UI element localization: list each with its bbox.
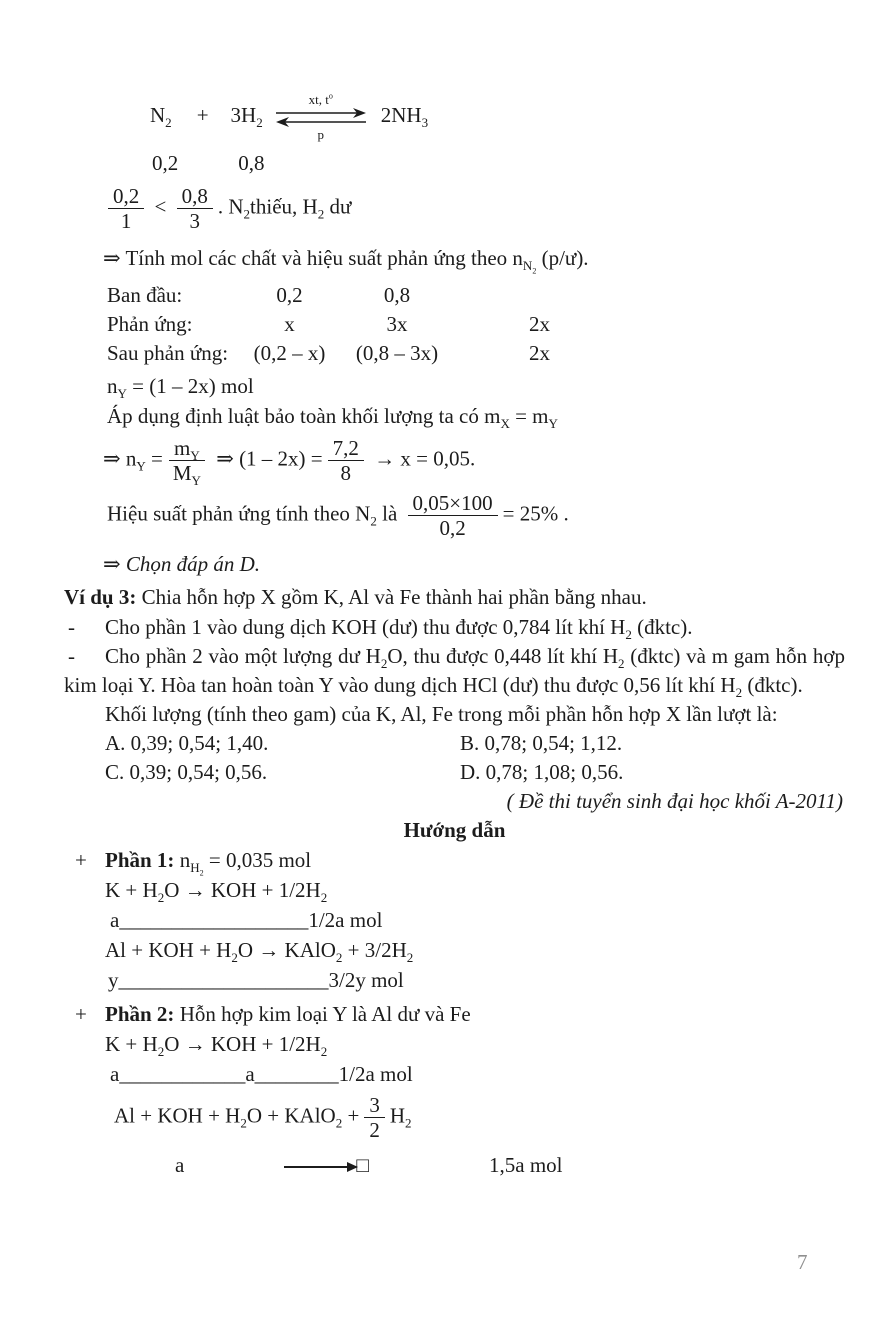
amount-h2: 0,8 bbox=[238, 151, 265, 175]
options-row-cd bbox=[105, 758, 845, 787]
dash-bullet: - bbox=[68, 615, 75, 639]
reaction-equation-line bbox=[64, 92, 845, 142]
bullet-part2: - Cho phần 2 vào một lượng dư $H_2O$, thu được 0,448 lít khí $H_2$ (đktc) và m gam hỗn hợp kim loại Y. Hòa tan hoàn toàn Y vào dung dịch HCl (dư) thu được 0,56 lít khí $H_2$ (đktc). bbox=[64, 644, 845, 701]
formula-3h2: $3H_2$ bbox=[230, 102, 263, 130]
plus-sign: + bbox=[196, 102, 209, 127]
table-row-reacted: Phản ứng: x 3x 2x bbox=[107, 310, 845, 339]
conclusion-line: ⇒ Tính mol các chất và hiệu suất phản ứng theo $n_{N_2}$ (p/ư). bbox=[103, 246, 589, 276]
implies-arrow: ⇒ bbox=[103, 552, 121, 576]
part2-mol-line-1: a____________a________1/2a mol bbox=[110, 1062, 413, 1086]
catalyst-condition: xt, $t^o$ bbox=[308, 91, 333, 107]
part2-equation-2: Al + KOH + $H_2O$ + KAlO$_2$ + $\frac{3}{2}$ $H_2$ bbox=[114, 1093, 412, 1142]
page-number: 7 bbox=[797, 1250, 808, 1274]
underline-gap: __________________ bbox=[119, 908, 309, 932]
fraction-my-MY: $\frac{m_Y}{M_Y}$ bbox=[168, 436, 206, 485]
amount-n2: 0,2 bbox=[152, 151, 179, 175]
dash-bullet: - bbox=[68, 644, 75, 668]
row-label: Ban đầu: bbox=[107, 283, 183, 307]
part1-label: Phần 1: bbox=[105, 848, 175, 872]
part2-mol-line-2: a □ 1,5a mol bbox=[175, 1153, 563, 1177]
option-c: C. 0,39; 0,54; 0,56. bbox=[105, 760, 268, 784]
formula-n2: $N_2$ bbox=[150, 102, 172, 130]
implies-arrow: ⇒ bbox=[103, 246, 121, 270]
part1-heading: + Phần 1: $n_{H_2} = 0,035$ mol bbox=[64, 845, 845, 875]
part2-heading: + Phần 2: Hỗn hợp kim loại Y là Al dư và Fe bbox=[64, 999, 845, 1029]
ny-line: $n_Y = (1 - 2x)$ mol bbox=[107, 374, 254, 402]
formula-2nh3: $2NH_3$ bbox=[380, 102, 429, 130]
part1-mol-line-1: a__________________1/2a mol bbox=[110, 908, 383, 932]
solve-x-line: ⇒ $n_Y$ = $\frac{m_Y}{M_Y}$ ⇒ (1 – 2x) = $\frac{7,2}{8}$ → x = 0,05. bbox=[103, 436, 476, 489]
row-label: Sau phản ứng: bbox=[107, 341, 229, 365]
fraction-yield: $\frac{0,05\times 100}{0,2}$ bbox=[408, 491, 498, 540]
answer-line bbox=[64, 549, 845, 579]
fraction-72-8: $\frac{7,2}{8}$ bbox=[328, 436, 364, 485]
part1-mol-line-2: y____________________3/2y mol bbox=[108, 968, 404, 992]
example-label: Ví dụ 3: bbox=[64, 585, 137, 609]
part2-equation-1: $K + H_2O$ → KOH + $1/2H_2$ bbox=[105, 1032, 328, 1060]
exam-source: ( Đề thi tuyển sinh đại học khối A-2011) bbox=[506, 789, 843, 813]
missing-glyph-box: □ bbox=[356, 1153, 370, 1177]
right-arrow: → bbox=[374, 446, 396, 471]
underline-gap: ____________________ bbox=[118, 968, 329, 992]
row-label: Phản ứng: bbox=[107, 312, 193, 336]
part2-label: Phần 2: bbox=[105, 1002, 175, 1026]
initial-amounts-line bbox=[64, 148, 845, 178]
underline-gap: ________ bbox=[254, 1062, 339, 1086]
plus-bullet: + bbox=[75, 848, 87, 872]
option-a: A. 0,39; 0,54; 1,40. bbox=[105, 731, 269, 755]
mass-conservation-line: Áp dụng định luật bảo toàn khối lượng ta có $m_X = m_Y$ bbox=[107, 404, 558, 432]
example-3-heading: Ví dụ 3: Chia hỗn hợp X gồm K, Al và Fe thành hai phần bằng nhau. bbox=[64, 585, 647, 609]
implies-arrow: ⇒ bbox=[103, 446, 121, 471]
table-row-after: Sau phản ứng: (0,2 – x) (0,8 – 3x) 2x bbox=[107, 339, 845, 368]
bullet-part1: - Cho phần 1 vào dung dịch KOH (dư) thu được 0,784 lít khí $H_2$ (đktc). bbox=[64, 612, 845, 642]
yield-line: Hiệu suất phản ứng tính theo $N_2$ là $\frac{0,05\times 100}{0,2}$ = 25% . bbox=[107, 491, 569, 540]
guide-title: Hướng dẫn bbox=[403, 818, 506, 842]
limiting-reagent-line: $\frac{0,2}{1}$ < $\frac{0,8}{3}$ . $N_2thiếu$, $H_2$ dư bbox=[64, 184, 845, 233]
underline-gap: ____________ bbox=[119, 1062, 246, 1086]
part1-equation-1: $K + H_2O$ → KOH + $1/2H_2$ bbox=[105, 878, 328, 906]
plus-bullet: + bbox=[75, 1002, 87, 1026]
answer-text: Chọn đáp án D. bbox=[125, 552, 261, 576]
option-b: B. 0,78; 0,54; 1,12. bbox=[460, 731, 623, 755]
implies-arrow: ⇒ bbox=[216, 446, 234, 471]
reversible-arrows-icon bbox=[275, 107, 367, 127]
less-than-sign: < bbox=[154, 194, 167, 219]
options-row-ab bbox=[105, 729, 845, 758]
equilibrium-arrows-icon bbox=[275, 92, 367, 142]
fraction-n2: $\frac{0,2}{1}$ bbox=[108, 184, 144, 233]
pressure-condition: p bbox=[317, 127, 324, 142]
option-d: D. 0,78; 1,08; 0,56. bbox=[460, 760, 624, 784]
fraction-3-2: $\frac{3}{2}$ bbox=[364, 1093, 385, 1142]
question-line: Khối lượng (tính theo gam) của K, Al, Fe trong mỗi phần hỗn hợp X lần lượt là: bbox=[105, 702, 778, 726]
long-right-arrow-icon bbox=[284, 1166, 356, 1168]
part1-equation-2: Al + KOH + $H_2O$ → KAlO$_2$ + $3/2H_2$ bbox=[105, 938, 414, 966]
table-row-initial: Ban đầu: 0,2 0,8 bbox=[107, 281, 845, 310]
fraction-h2: $\frac{0,8}{3}$ bbox=[177, 184, 213, 233]
